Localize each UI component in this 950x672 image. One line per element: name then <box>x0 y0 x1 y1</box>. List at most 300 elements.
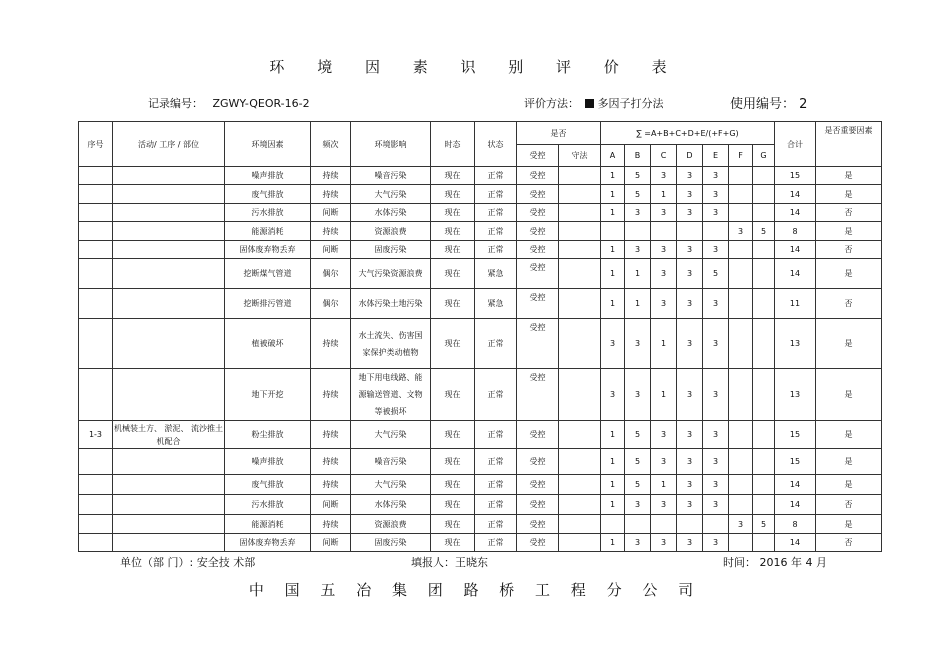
row-score-b: 3 <box>625 495 651 515</box>
row-frequency: 持续 <box>311 421 351 449</box>
table-row <box>79 534 882 552</box>
row-score-c: 3 <box>651 289 677 319</box>
table-row <box>79 475 882 495</box>
row-law <box>559 241 601 259</box>
row-impact: 大气污染 <box>351 475 431 495</box>
row-seq <box>79 515 113 534</box>
row-state: 正常 <box>475 421 517 449</box>
row-law <box>559 421 601 449</box>
record-number <box>148 95 310 111</box>
evaluation-table <box>78 121 882 552</box>
row-score-b: 5 <box>625 421 651 449</box>
row-score-f: 3 <box>729 515 753 534</box>
row-score-g <box>753 204 775 222</box>
row-total: 8 <box>775 515 816 534</box>
use-number <box>730 93 807 112</box>
row-law <box>559 204 601 222</box>
table-row <box>79 449 882 475</box>
row-score-c <box>651 222 677 241</box>
row-score-g <box>753 289 775 319</box>
row-score-f <box>729 369 753 421</box>
row-score-d: 3 <box>677 185 703 204</box>
row-score-e: 3 <box>703 167 729 185</box>
row-score-e: 5 <box>703 259 729 289</box>
row-score-c: 3 <box>651 241 677 259</box>
row-score-d: 3 <box>677 259 703 289</box>
row-score-f <box>729 241 753 259</box>
row-factor: 固体废弃物丢弃 <box>225 534 311 552</box>
row-state: 正常 <box>475 369 517 421</box>
row-total: 14 <box>775 204 816 222</box>
row-state: 紧急 <box>475 289 517 319</box>
row-frequency: 持续 <box>311 369 351 421</box>
row-seq <box>79 241 113 259</box>
row-impact: 大气污染 <box>351 421 431 449</box>
row-score-d: 3 <box>677 289 703 319</box>
row-significant: 是 <box>816 222 882 241</box>
row-impact: 资源浪费 <box>351 515 431 534</box>
row-factor: 噪声排放 <box>225 167 311 185</box>
row-score-g <box>753 421 775 449</box>
row-time: 现在 <box>431 241 475 259</box>
form-title: 环 境 因 素 识 别 评 价 表 <box>269 58 681 76</box>
header-time: 时态 <box>431 122 475 167</box>
record-label: 记录编号： <box>148 97 203 110</box>
row-significant: 否 <box>816 289 882 319</box>
row-seq <box>79 369 113 421</box>
header-total: 合计 <box>775 122 816 167</box>
row-score-c: 3 <box>651 259 677 289</box>
header-seq: 序号 <box>79 122 113 167</box>
row-law <box>559 534 601 552</box>
row-score-b: 5 <box>625 167 651 185</box>
row-significant: 否 <box>816 534 882 552</box>
row-seq <box>79 475 113 495</box>
row-law <box>559 222 601 241</box>
row-impact: 资源浪费 <box>351 222 431 241</box>
header-significant: 是否重要因素 <box>816 122 882 167</box>
checkbox-filled-icon <box>585 99 594 108</box>
row-frequency: 持续 <box>311 222 351 241</box>
row-significant: 是 <box>816 259 882 289</box>
row-impact: 水土流失、伤害国家保护类动植物 <box>351 319 431 369</box>
row-significant: 否 <box>816 495 882 515</box>
row-time: 现在 <box>431 204 475 222</box>
row-factor: 挖断排污管道 <box>225 289 311 319</box>
row-seq <box>79 319 113 369</box>
row-score-g <box>753 449 775 475</box>
row-score-a <box>601 515 625 534</box>
row-score-d: 3 <box>677 421 703 449</box>
row-seq <box>79 289 113 319</box>
row-time: 现在 <box>431 421 475 449</box>
row-time: 现在 <box>431 289 475 319</box>
row-state: 正常 <box>475 222 517 241</box>
row-law <box>559 515 601 534</box>
row-score-a <box>601 222 625 241</box>
table-row <box>79 185 882 204</box>
header-controlled-yes: 受控 <box>517 145 559 167</box>
row-score-e: 3 <box>703 289 729 319</box>
row-seq <box>79 222 113 241</box>
row-activity <box>113 222 225 241</box>
row-total: 15 <box>775 167 816 185</box>
row-frequency: 持续 <box>311 319 351 369</box>
row-factor: 能源消耗 <box>225 222 311 241</box>
row-factor: 能源消耗 <box>225 515 311 534</box>
row-total: 15 <box>775 449 816 475</box>
row-score-c <box>651 515 677 534</box>
row-law <box>559 475 601 495</box>
table-row <box>79 259 882 289</box>
row-score-b <box>625 515 651 534</box>
row-score-d <box>677 515 703 534</box>
company-name: 中 国 五 冶 集 团 路 桥 工 程 分 公 司 <box>248 581 702 599</box>
row-score-b: 3 <box>625 369 651 421</box>
header-a: A <box>601 145 625 167</box>
row-state: 正常 <box>475 185 517 204</box>
row-score-g: 5 <box>753 515 775 534</box>
row-seq <box>79 185 113 204</box>
row-score-d <box>677 222 703 241</box>
row-significant: 是 <box>816 449 882 475</box>
row-controlled: 受控 <box>517 319 559 369</box>
row-state: 正常 <box>475 475 517 495</box>
row-time: 现在 <box>431 259 475 289</box>
row-score-e: 3 <box>703 241 729 259</box>
row-factor: 废气排放 <box>225 185 311 204</box>
row-score-b: 3 <box>625 204 651 222</box>
row-controlled: 受控 <box>517 241 559 259</box>
row-time: 现在 <box>431 475 475 495</box>
row-score-a: 1 <box>601 534 625 552</box>
header-impact: 环境影响 <box>351 122 431 167</box>
row-score-g: 5 <box>753 222 775 241</box>
row-score-e: 3 <box>703 319 729 369</box>
row-score-f <box>729 204 753 222</box>
row-score-g <box>753 185 775 204</box>
header-factor: 环境因素 <box>225 122 311 167</box>
row-total: 14 <box>775 534 816 552</box>
row-score-e: 3 <box>703 475 729 495</box>
row-seq <box>79 204 113 222</box>
row-score-a: 1 <box>601 449 625 475</box>
row-score-e: 3 <box>703 421 729 449</box>
row-score-c: 1 <box>651 475 677 495</box>
row-impact: 水体污染土地污染 <box>351 289 431 319</box>
row-activity <box>113 495 225 515</box>
header-b: B <box>625 145 651 167</box>
row-score-g <box>753 167 775 185</box>
row-frequency: 间断 <box>311 204 351 222</box>
method-label: 评价方法： <box>524 97 579 110</box>
header-frequency: 频次 <box>311 122 351 167</box>
row-frequency: 间断 <box>311 534 351 552</box>
table-body <box>79 167 882 552</box>
row-score-c: 1 <box>651 369 677 421</box>
row-time: 现在 <box>431 534 475 552</box>
row-time: 现在 <box>431 495 475 515</box>
row-controlled: 受控 <box>517 369 559 421</box>
row-score-d: 3 <box>677 475 703 495</box>
row-significant: 是 <box>816 319 882 369</box>
row-state: 正常 <box>475 319 517 369</box>
row-score-e <box>703 222 729 241</box>
footer-reporter: 填报人：王晓东 <box>411 556 488 569</box>
row-seq <box>79 495 113 515</box>
row-total: 11 <box>775 289 816 319</box>
row-factor: 废气排放 <box>225 475 311 495</box>
row-activity <box>113 449 225 475</box>
row-time: 现在 <box>431 369 475 421</box>
method-value: 多因子打分法 <box>597 97 664 110</box>
row-time: 现在 <box>431 222 475 241</box>
row-significant: 是 <box>816 167 882 185</box>
row-total: 14 <box>775 475 816 495</box>
footer-unit: 单位（部 门）: 安全技 术部 <box>120 556 256 569</box>
row-controlled: 受控 <box>517 289 559 319</box>
row-controlled: 受控 <box>517 475 559 495</box>
row-score-f: 3 <box>729 222 753 241</box>
record-value: ZGWY-QEOR-16-2 <box>212 97 310 110</box>
row-score-b: 3 <box>625 319 651 369</box>
row-total: 13 <box>775 319 816 369</box>
row-time: 现在 <box>431 449 475 475</box>
header-e: E <box>703 145 729 167</box>
table-row <box>79 319 882 369</box>
row-score-d: 3 <box>677 319 703 369</box>
row-activity <box>113 289 225 319</box>
row-score-a: 1 <box>601 421 625 449</box>
row-time: 现在 <box>431 167 475 185</box>
row-state: 正常 <box>475 515 517 534</box>
row-score-c: 3 <box>651 204 677 222</box>
row-impact: 水体污染 <box>351 204 431 222</box>
row-score-b <box>625 222 651 241</box>
row-seq <box>79 534 113 552</box>
row-controlled: 受控 <box>517 515 559 534</box>
row-score-a: 1 <box>601 185 625 204</box>
row-score-a: 1 <box>601 475 625 495</box>
row-activity <box>113 319 225 369</box>
use-no-value: 2 <box>799 97 808 112</box>
row-frequency: 间断 <box>311 495 351 515</box>
row-score-b: 3 <box>625 534 651 552</box>
row-law <box>559 369 601 421</box>
row-activity <box>113 259 225 289</box>
row-activity <box>113 204 225 222</box>
row-score-f <box>729 421 753 449</box>
row-score-f <box>729 475 753 495</box>
row-significant: 是 <box>816 421 882 449</box>
row-controlled: 受控 <box>517 167 559 185</box>
row-law <box>559 495 601 515</box>
row-factor: 噪声排放 <box>225 449 311 475</box>
row-frequency: 持续 <box>311 449 351 475</box>
row-frequency: 持续 <box>311 185 351 204</box>
row-score-f <box>729 534 753 552</box>
row-frequency: 间断 <box>311 241 351 259</box>
row-state: 正常 <box>475 241 517 259</box>
row-score-e: 3 <box>703 495 729 515</box>
row-activity <box>113 241 225 259</box>
row-score-b: 3 <box>625 241 651 259</box>
row-factor: 挖断煤气管道 <box>225 259 311 289</box>
row-controlled: 受控 <box>517 421 559 449</box>
row-impact: 固废污染 <box>351 534 431 552</box>
header-g: G <box>753 145 775 167</box>
row-law <box>559 259 601 289</box>
row-impact: 大气污染 <box>351 185 431 204</box>
row-score-g <box>753 369 775 421</box>
row-significant: 否 <box>816 241 882 259</box>
row-state: 正常 <box>475 204 517 222</box>
table-row <box>79 241 882 259</box>
row-score-e: 3 <box>703 449 729 475</box>
row-score-a: 3 <box>601 319 625 369</box>
row-score-a: 3 <box>601 369 625 421</box>
row-total: 14 <box>775 495 816 515</box>
table-row <box>79 515 882 534</box>
row-score-e: 3 <box>703 534 729 552</box>
row-law <box>559 289 601 319</box>
row-state: 紧急 <box>475 259 517 289</box>
row-score-f <box>729 495 753 515</box>
table-row <box>79 369 882 421</box>
row-score-e: 3 <box>703 185 729 204</box>
row-law <box>559 167 601 185</box>
row-score-c: 3 <box>651 534 677 552</box>
row-impact: 噪音污染 <box>351 449 431 475</box>
row-factor: 植被破坏 <box>225 319 311 369</box>
row-score-d: 3 <box>677 495 703 515</box>
row-total: 15 <box>775 421 816 449</box>
row-score-c: 3 <box>651 421 677 449</box>
row-controlled: 受控 <box>517 495 559 515</box>
table-row <box>79 222 882 241</box>
row-score-f <box>729 185 753 204</box>
row-score-a: 1 <box>601 241 625 259</box>
row-impact: 固废污染 <box>351 241 431 259</box>
row-controlled: 受控 <box>517 222 559 241</box>
row-seq: 1-3 <box>79 421 113 449</box>
row-significant: 是 <box>816 185 882 204</box>
row-score-c: 3 <box>651 167 677 185</box>
row-score-b: 1 <box>625 289 651 319</box>
header-formula: ∑ =A+B+C+D+E/(+F+G) <box>601 122 775 145</box>
header-d: D <box>677 145 703 167</box>
row-score-e: 3 <box>703 369 729 421</box>
row-law <box>559 185 601 204</box>
row-score-a: 1 <box>601 259 625 289</box>
table-row <box>79 421 882 449</box>
row-controlled: 受控 <box>517 449 559 475</box>
row-factor: 固体废弃物丢弃 <box>225 241 311 259</box>
row-activity <box>113 534 225 552</box>
row-factor: 地下开挖 <box>225 369 311 421</box>
row-score-e: 3 <box>703 204 729 222</box>
row-frequency: 偶尔 <box>311 259 351 289</box>
row-impact: 噪音污染 <box>351 167 431 185</box>
row-time: 现在 <box>431 319 475 369</box>
row-frequency: 持续 <box>311 167 351 185</box>
row-score-f <box>729 319 753 369</box>
row-state: 正常 <box>475 534 517 552</box>
header-state: 状态 <box>475 122 517 167</box>
row-frequency: 持续 <box>311 475 351 495</box>
row-impact: 地下用电线路、能源输送管道、文物等被损坏 <box>351 369 431 421</box>
use-no-label: 使用编号： <box>730 97 796 112</box>
table-row <box>79 204 882 222</box>
row-score-c: 3 <box>651 449 677 475</box>
row-total: 13 <box>775 369 816 421</box>
header-c: C <box>651 145 677 167</box>
row-total: 14 <box>775 241 816 259</box>
row-impact: 水体污染 <box>351 495 431 515</box>
row-score-d: 3 <box>677 241 703 259</box>
row-controlled: 受控 <box>517 259 559 289</box>
row-score-d: 3 <box>677 167 703 185</box>
row-activity <box>113 475 225 495</box>
row-score-f <box>729 167 753 185</box>
header-law: 守法 <box>559 145 601 167</box>
evaluation-method <box>524 95 664 111</box>
row-score-b: 5 <box>625 475 651 495</box>
header-controlled: 是否 <box>517 122 601 145</box>
row-activity <box>113 185 225 204</box>
row-score-g <box>753 534 775 552</box>
row-score-c: 3 <box>651 495 677 515</box>
row-significant: 否 <box>816 204 882 222</box>
row-score-a: 1 <box>601 289 625 319</box>
row-score-d: 3 <box>677 534 703 552</box>
row-factor: 污水排放 <box>225 204 311 222</box>
footer-date: 时间： 2016 年 4 月 <box>723 556 827 569</box>
row-score-d: 3 <box>677 204 703 222</box>
row-score-f <box>729 449 753 475</box>
row-seq <box>79 259 113 289</box>
row-state: 正常 <box>475 495 517 515</box>
row-time: 现在 <box>431 185 475 204</box>
row-state: 正常 <box>475 167 517 185</box>
row-score-f <box>729 289 753 319</box>
row-factor: 污水排放 <box>225 495 311 515</box>
row-total: 14 <box>775 185 816 204</box>
row-score-g <box>753 475 775 495</box>
row-score-d: 3 <box>677 369 703 421</box>
table-row <box>79 167 882 185</box>
row-impact: 大气污染资源浪费 <box>351 259 431 289</box>
row-total: 8 <box>775 222 816 241</box>
row-activity: 机械装土方、 淤泥、 流沙推土机配合 <box>113 421 225 449</box>
row-score-c: 1 <box>651 319 677 369</box>
row-significant: 是 <box>816 369 882 421</box>
row-score-g <box>753 259 775 289</box>
row-score-d: 3 <box>677 449 703 475</box>
row-frequency: 持续 <box>311 515 351 534</box>
row-controlled: 受控 <box>517 534 559 552</box>
row-controlled: 受控 <box>517 185 559 204</box>
header-activity: 活动/ 工序 / 部位 <box>113 122 225 167</box>
row-seq <box>79 167 113 185</box>
row-significant: 是 <box>816 475 882 495</box>
row-total: 14 <box>775 259 816 289</box>
table-row <box>79 495 882 515</box>
row-frequency: 偶尔 <box>311 289 351 319</box>
header-f: F <box>729 145 753 167</box>
row-score-a: 1 <box>601 204 625 222</box>
row-factor: 粉尘排放 <box>225 421 311 449</box>
